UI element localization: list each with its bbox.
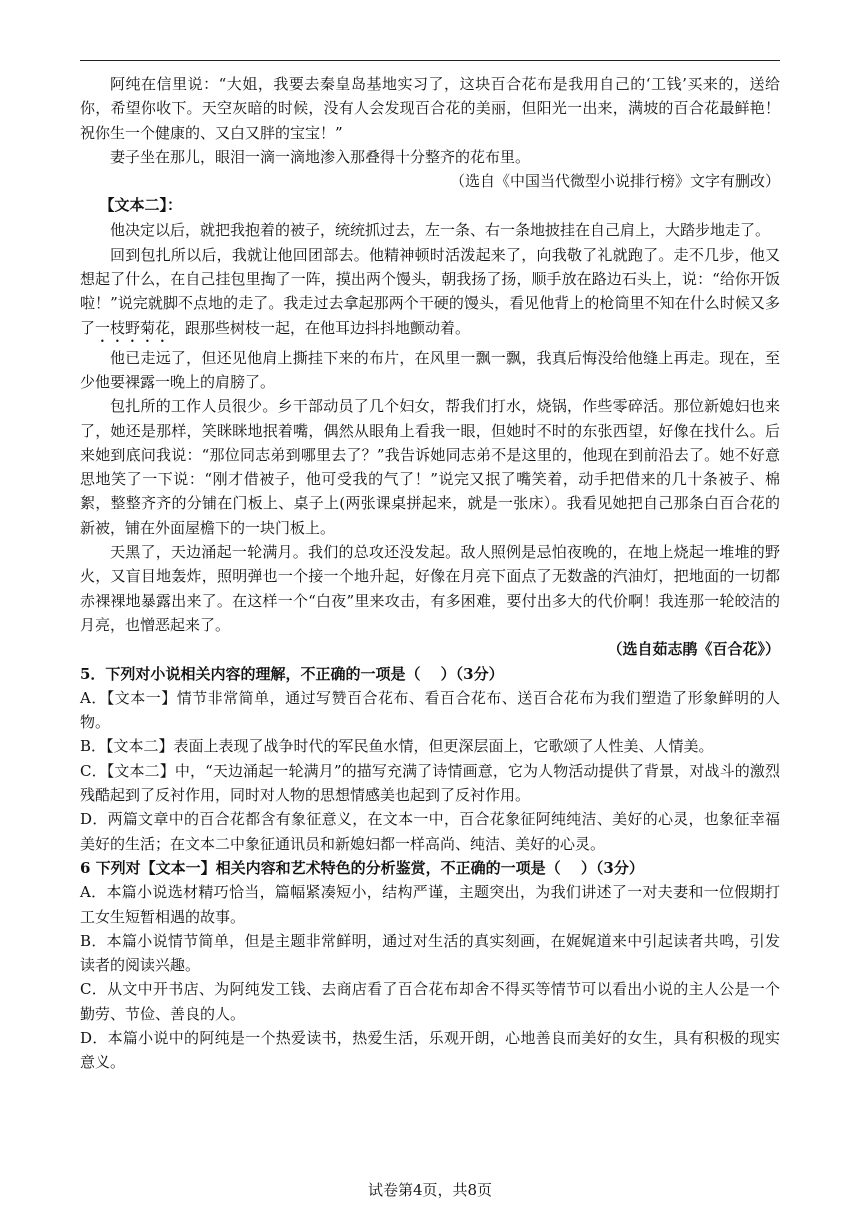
passage2-para2: [80, 243, 780, 346]
question5-option-d: D．两篇文章中的百合花都含有象征意义，在文本一中，百合花象征阿纯纯洁、美好的心灵，也象征幸福美好的生活；在文本二中象征通讯员和新媳妇都一样高尚、纯洁、美好的心灵。: [80, 810, 780, 853]
question6-option-c: C．从文中开书店、为阿纯发工钱、去商店看了百合花布却舍不得买等情节可以看出小说的主人公是一个勤劳、节俭、善良的人。: [80, 980, 780, 1023]
top-rule: [80, 60, 780, 61]
question5-option-a: A．【文本一】情节非常简单，通过写赞百合花布、看百合花布、送百合花布为我们塑造了形象鲜明的人物。: [80, 688, 780, 732]
passage2-para2-text-a: 回到包扎所以后，我就让他回团部去。他精神顿时活泼起来了，向我敬了礼就跑了。走不几步，他又想起了什么，在自己挂包里掏了一阵，摸出两个馒头，朝我扬了扬，顺手放在路边石头上，说：“给你开饭啦！”说完就脚不点地的走了。我走过去拿起那两个干硬的馒头，看见他背上的枪筒里不知在什么时候又多了: [80, 245, 780, 337]
passage2-para2-text-b: ，跟那些树枝一起，在他耳边抖抖地颤动着。: [170, 318, 471, 337]
passage2-para5: 天黑了，天边涌起一轮满月。我们的总攻还没发起。敌人照例是忌怕夜晚的，在地上烧起一堆堆的野火，又盲目地轰炸，照明弹也一个接一个地升起，好像在月亮下面点了无数盏的汽油灯，把地面的一切都赤裸裸地暴露出来了。在这样一个“白夜”里来攻击，有多困难，要付出多大的代价啊！我连那一轮皎洁的月亮，也憎恶起来了。: [80, 543, 780, 634]
question6-stem: 6 下列对【文本一】相关内容和艺术特色的分析鉴赏，不正确的一项是（ ）（3分）: [80, 858, 644, 877]
question6-option-a: A．本篇小说选材精巧恰当，篇幅紧凑短小，结构严谨，主题突出，为我们讲述了一对夫妻和一位假期打工女生短暂相遇的故事。: [80, 883, 780, 926]
question5-option-b: B．【文本二】表面上表现了战争时代的军民鱼水情，但更深层面上，它歌颂了人性美、人情美。: [80, 737, 714, 756]
question6-option-d: D．本篇小说中的阿纯是一个热爱读书，热爱生活，乐观开朗，心地善良而美好的女生，具有积极的现实意义。: [80, 1028, 780, 1072]
passage1-para2: 妻子坐在那儿，眼泪一滴一滴地渗入那叠得十分整齐的花布里。: [110, 147, 531, 166]
page-content: [80, 72, 780, 1075]
passage1-para1: 阿纯在信里说：“大姐，我要去秦皇岛基地实习了，这块百合花布是我用自己的‘工钱’买来的，送给你，希望你收下。天空灰暗的时候，没有人会发现百合花的美丽，但阳光一出来，满坡的百合花最鲜艳！祝你生一个健康的、又白又胖的宝宝！”: [80, 75, 780, 142]
passage2-para4: 包扎所的工作人员很少。乡干部动员了几个妇女，帮我们打水，烧锅，作些零碎活。那位新媳妇也来了，她还是那样，笑眯眯地抿着嘴，偶然从眼角上看我一眼，但她时不时的东张西望，好像在找什么。后来她到底问我说：“那位同志弟到哪里去了？”我告诉她同志弟不是这里的，他现在到前沿去了。她不好意思地笑了一下说：“刚才借被子，他可受我的气了！”说完又抿了嘴笑着，动手把借来的几十条被子、棉絮，整整齐齐的分铺在门板上、桌子上(两张课桌拼起来，就是一张床）。我看见她把自己那条白百合花的新被，铺在外面屋檐下的一块门板上。: [80, 397, 780, 537]
question6-option-b: B．本篇小说情节简单，但是主题非常鲜明，通过对生活的真实刻画，在娓娓道来中引起读者共鸣，引发读者的阅读兴趣。: [80, 931, 780, 975]
passage2-para1: 他决定以后，就把我抱着的被子，统统抓过去，左一条、右一条地披挂在自己肩上，大踏步地走了。: [110, 221, 771, 240]
passage2-source: （选自茹志鹃《百合花》）: [607, 640, 780, 659]
passage1-source: （选自《中国当代微型小说排行榜》文字有删改）: [449, 172, 780, 191]
emphasized-phrase: 一枝野菊花: [95, 318, 171, 337]
passage2-heading: 【文本二】：: [99, 196, 183, 215]
question5-option-c: C．【文本二】中，“天边涌起一轮满月”的描写充满了诗情画意，它为人物活动提供了背景，对战斗的激烈残酷起到了反衬作用，同时对人物的思想情感美也起到了反衬作用。: [80, 761, 780, 805]
passage2-para3: 他已走远了，但还见他肩上撕挂下来的布片，在风里一飘一飘，我真后悔没给他缝上再走。现在，至少他要裸露一晚上的肩膀了。: [80, 348, 780, 391]
page-footer: 试卷第4页，共8页: [367, 1181, 493, 1199]
question5-stem: 5．下列对小说相关内容的理解，不正确的一项是（ ）（3分）: [80, 664, 504, 683]
